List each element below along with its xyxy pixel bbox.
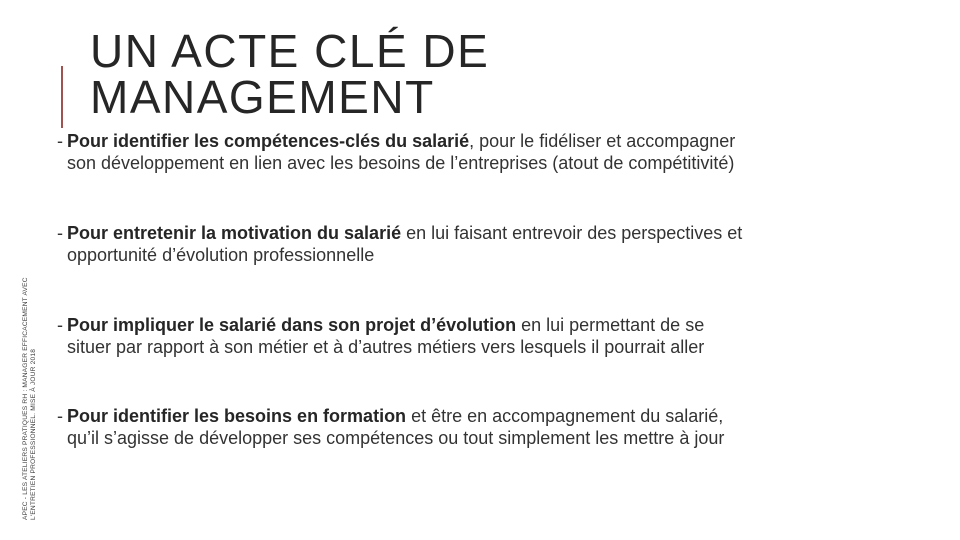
bullet-dash: - [57, 131, 63, 151]
bullet-item [57, 222, 917, 266]
footer-line-2: L'ENTRETIEN PROFESSIONNEL. MISE À JOUR 2018 [30, 348, 37, 520]
bullet-text: , pour le fidéliser et accompagner [469, 131, 736, 151]
bullet-item [57, 314, 917, 358]
bullet-bold-text: Pour identifier les compétences-clés du salarié [67, 131, 470, 151]
footer-line-1: APEC - LES ATELIERS PRATIQUES RH : MANAGER EFFICACEMENT AVEC [22, 277, 29, 520]
bullet-item [57, 130, 917, 174]
title-line-2: MANAGEMENT [90, 71, 435, 123]
bullet-bold-text: Pour identifier les besoins en formation [67, 406, 407, 426]
bullet-bold-text: Pour impliquer le salarié dans son projet d’évolution [67, 315, 517, 335]
bullet-dash: - [57, 406, 63, 426]
bullet-text-continued: situer par rapport à son métier et à d’autres métiers vers lesquels il pourrait aller [67, 337, 705, 357]
bullet-item [57, 405, 917, 449]
bullet-text: et être en accompagnement du salarié, [406, 406, 724, 426]
bullet-text-continued: qu’il s’agisse de développer ses compétences ou tout simplement les mettre à jour [67, 428, 725, 448]
bullet-dash: - [57, 315, 63, 335]
bullet-text-continued: son développement en lien avec les besoins de l’entreprises (atout de compétitivité) [67, 153, 735, 173]
title-accent-bar [61, 66, 63, 128]
vertical-footer [22, 220, 38, 520]
title-line-1: UN ACTE CLÉ DE [90, 25, 490, 77]
bullet-dash: - [57, 223, 63, 243]
bullet-text-continued: opportunité d’évolution professionnelle [67, 245, 375, 265]
bullet-bold-text: Pour entretenir la motivation du salarié [67, 223, 402, 243]
bullet-text: en lui faisant entrevoir des perspectives et [401, 223, 743, 243]
slide-title [90, 25, 490, 123]
bullet-text: en lui permettant de se [516, 315, 705, 335]
